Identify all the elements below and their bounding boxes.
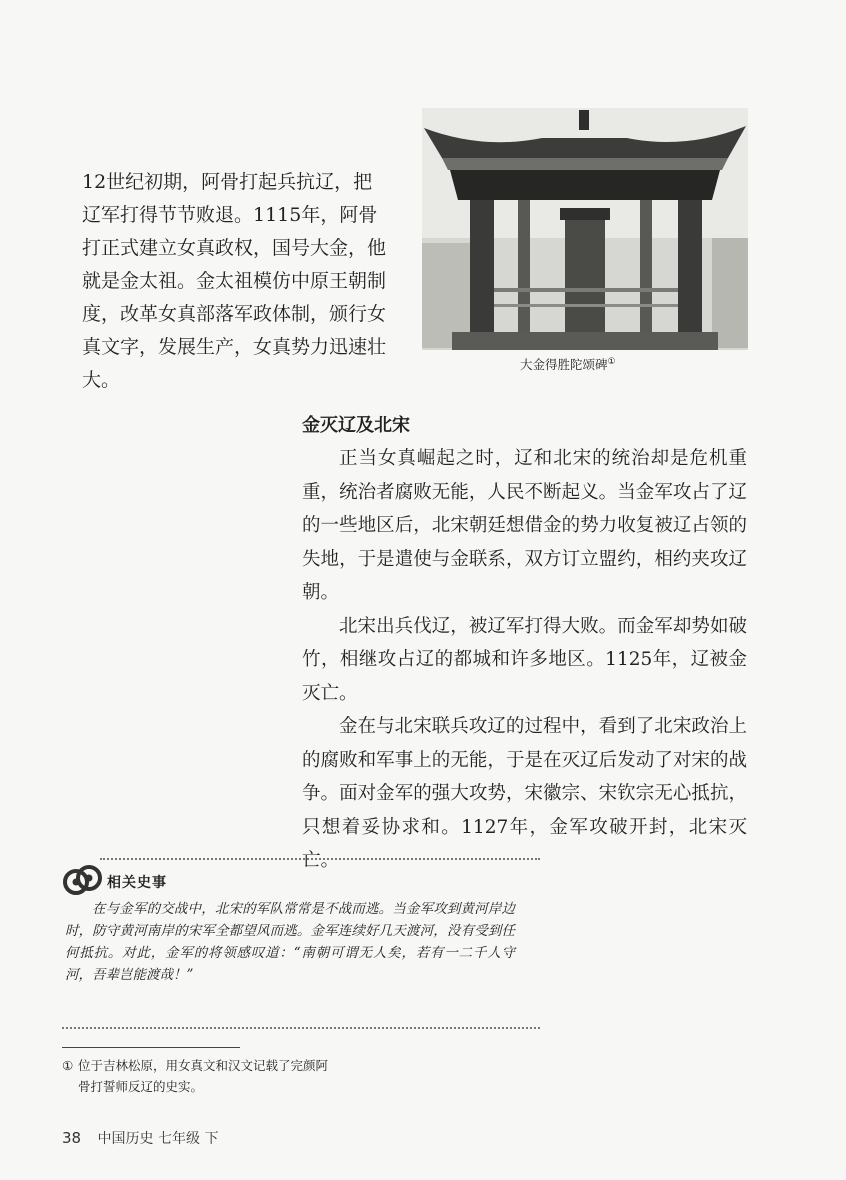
sidebar-bottom-divider — [62, 1027, 540, 1029]
footnote — [62, 1055, 392, 1097]
footnote-line: 骨打誓师反辽的史实。 — [78, 1079, 204, 1094]
photo-caption — [520, 355, 660, 373]
footnote-marker: ① — [62, 1058, 74, 1073]
body-paragraph: 金在与北宋联兵攻辽的过程中，看到了北宋政治上的腐败和军事上的无能，于是在灭辽后发动了对宋的战争。面对金军的强大攻势，宋徽宗、宋钦宗无心抵抗，只想着妥协求和。1127年，金军攻破开封，北宋灭亡。 — [302, 716, 747, 871]
related-history-logo-icon — [62, 860, 102, 900]
page-footer — [62, 1128, 218, 1148]
caption-footnote-marker: ① — [607, 356, 616, 367]
body-paragraph: 北宋出兵伐辽，被辽军打得大败。而金军却势如破竹，相继攻占辽的都城和许多地区。1125年，辽被金灭亡。 — [302, 615, 747, 704]
caption-text: 大金得胜陀颂碑 — [520, 357, 608, 372]
stele-pavilion-photo — [422, 108, 748, 350]
sidebar-header — [62, 860, 262, 900]
sidebar-text: 在与金军的交战中，北宋的军队常常是不战而逃。当金军攻到黄河岸边时，防守黄河南岸的宋军全都望风而逃。金军连续好几天渡河，没有受到任何抵抗。对此，金军的将领感叹道：“南朝可谓无人矣，若有一二千人守河，吾辈岂能渡哉！” — [65, 901, 515, 983]
book-title: 中国历史 七年级 下 — [97, 1131, 219, 1147]
body-paragraph: 正当女真崛起之时，辽和北宋的统治却是危机重重，统治者腐败无能，人民不断起义。当金军攻占了辽的一些地区后，北宋朝廷想借金的势力收复被辽占领的失地，于是遣使与金联系，双方订立盟约，相约夹攻辽朝。 — [302, 448, 747, 603]
footnote-line: 位于吉林松原，用女真文和汉文记载了完颜阿 — [78, 1058, 329, 1073]
footnote-rule — [62, 1047, 240, 1048]
intro-paragraph: 12世纪初期，阿骨打起兵抗辽，把辽军打得节节败退。1115年，阿骨打正式建立女真政权，国号大金，他就是金太祖。金太祖模仿中原王朝制度，改革女真部落军政体制，颁行女真文字，发展生产，女真势力迅速壮大。 — [82, 171, 387, 391]
section-title: 金灭辽及北宋 — [302, 415, 410, 436]
page-number: 38 — [62, 1129, 82, 1147]
section-body — [302, 442, 747, 878]
sidebar-label: 相关史事 — [107, 875, 167, 891]
